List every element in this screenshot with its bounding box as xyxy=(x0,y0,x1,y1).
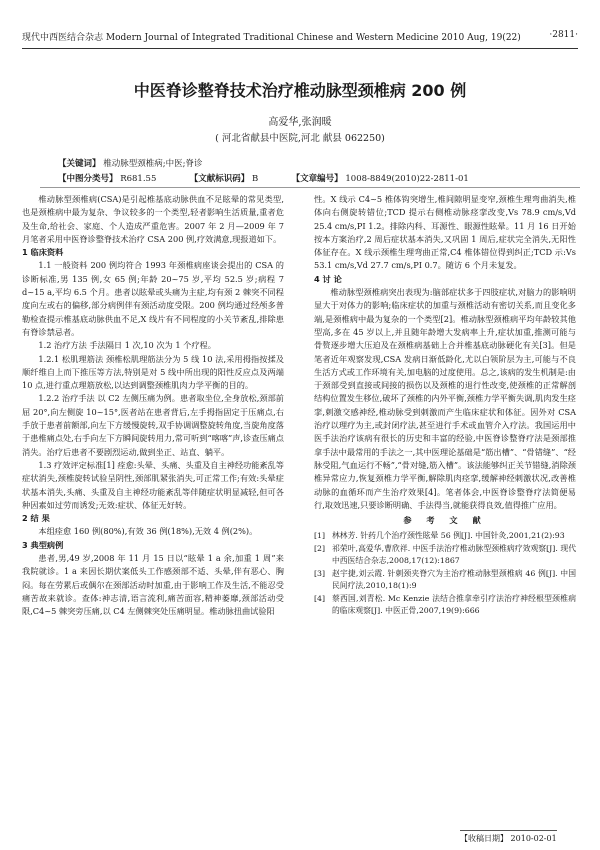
paragraph: 本组痊愈 160 例(80%),有效 36 例(18%),无效 4 例(2%)。 xyxy=(38,526,258,537)
section-heading: 3 典型病例 xyxy=(22,539,64,550)
clc-label: 【中图分类号】 xyxy=(58,174,118,184)
paragraph: 1.2.1 松肌理筋法 颈椎松肌理筋法分为 5 线 10 法,采用拇指按揉及顺纤维自上而下推压等方法,特别是对 5 线中所出现的阳性反应点及两端 10 点,进行重点理筋放松,以达到调整颈椎肌肉力学平衡的目的。 xyxy=(22,353,284,391)
keywords-line xyxy=(58,157,202,169)
section-heading: 1 临床资料 xyxy=(22,247,64,258)
received-date xyxy=(460,830,557,844)
journal-name: 现代中西医结合杂志 Modern Journal of Integrated Traditional Chinese and Western Medicine 2010 Aug, 19(22) xyxy=(22,33,521,43)
paragraph: 1.2 治疗方法 手法隔日 1 次,10 次为 1 个疗程。 xyxy=(38,340,216,351)
authors: 高爱华,张润暖 xyxy=(268,117,332,128)
right-column xyxy=(314,193,576,618)
doc-code-value: B xyxy=(252,174,259,184)
paragraph: 1.1 一般资料 200 例均符合 1993 年颈椎病座谈会提出的 CSA 的诊断标准,男 135 例,女 65 例;年龄 20~75 岁,平均 52.5 岁;病程 7 d~15 a,平均 6.5 个月。患者以眩晕或头痛为主症,均有颈 2 棘突不同程度向左或右的偏移,部分病例伴有颈活动度受限。200 例均通过经颅多普勒检查提示椎基底动脉供血不足,X 线片有不同程度的小关节紊乱,排除患有脊诊禁忌者。 xyxy=(22,260,284,337)
paragraph: 性。X 线示 C4~5 椎体钩突增生,椎间隙明显变窄,颈椎生理弯曲消失,椎体向右侧旋转错位;TCD 提示右侧椎动脉痉挛改变,Vs 78.9 cm/s,Vd 25.4 cm/s,PI 1.2。排除内科、耳源性、眼源性眩晕。11 月 16 日开始按本方案治疗,2 周后症状基本消失,又巩固 1 周后,症状完全消失,无阳性体征存在。X 线示颈椎生理弯曲正常,C4 椎体错位得到纠正;TCD 示:Vs 53.1 cm/s,Vd 27.7 cm/s,PI 0.7。随访 6 个月未复发。 xyxy=(314,194,576,271)
keywords-value: 椎动脉型颈椎病;中医;脊诊 xyxy=(103,159,203,169)
section-heading: 2 结 果 xyxy=(22,513,50,524)
article-id-label: 【文章编号】 xyxy=(291,174,343,184)
paragraph: 1.3 疗效评定标准[1] 痊愈:头晕、头痛、头重及自主神经功能紊乱等症状消失,颈椎旋转试验呈阴性,颈部肌紧张消失,可正常工作;有效:头晕症状基本消失,头痛、头重及自主神经功能紊乱等伴随症状明显减轻,但可各种因素如过劳而诱发;无效:症状、体征无好转。 xyxy=(22,459,284,510)
reference-item: [2] 祁荣叶,高爱华,曹欣祥. 中医手法治疗椎动脉型颈椎病疗效观察[J]. 现代中西医结合杂志,2008,17(12):1867 xyxy=(314,543,576,566)
paragraph: 1.2.2 治疗手法 以 C2 左侧压痛为例。患者取坐位,全身放松,颈部前屈 20°,向左侧旋 10~15°,医者站在患者背后,左手拇指固定于压痛点,右手放于患者前额部,向左下方缓慢旋转,双手协调调整旋转角度,当旋角度落于患椎痛点处,右手向左下方瞬间旋转用力,常可听到“喀喀”声,诊查压痛点消失。治疗后患者不要剧烈运动,做到坐正、站直、躺平。 xyxy=(22,393,284,457)
received-label: 【收稿日期】 xyxy=(460,834,508,843)
article-title: 中医脊诊整脊技术治疗椎动脉型颈椎病 200 例 xyxy=(133,81,467,100)
classification-line xyxy=(58,172,469,184)
header-rule xyxy=(22,48,578,49)
keywords-label: 【关键词】 xyxy=(58,159,101,169)
discussion-paragraph: 椎动脉型颈椎病突出表现为:脑部症状多于四肢症状,对脑力的影响明显大于对体力的影响;临床症状的加重与颈椎活动有密切关系,而且变化多端,是颈椎病中最为复杂的一个类型[2]。椎动脉型颈椎病平均年龄较其他型高,多在 45 岁以上,并且随年龄增大发病率上升,症状加重,推测可能与骨赘逐步增大压迫及在颈椎病基础上合并椎基底动脉硬化有关[3]。但是笔者近年观察发现,CSA 发病日渐低龄化,尤以白领阶层为主,可能与不良生活方式或工作环境有关,加电脑的过度使用。总之,该病的发生机制是:由于颈部受到直接或间接的损伤以及颈椎的退行性改变,使颈椎的正常解剖结构位置发生移位,破坏了颈椎的内外平衡,颈椎力学平衡失调,肌肉发生痉挛,刺激交感神经,椎动脉受到刺激而产生临床症状和体征。因外对 CSA 治疗以理疗为主,或封闭疗法,甚至进行手术或血管介入疗法。我国运用中医手法治疗该病有很长的历史和丰富的经验,中医脊诊整脊疗法是颈部推拿手法中最常用的手法之一,其中医理论基础是“筋出槽”、“骨错缝”、“经脉受阻,气血运行不畅”,“骨对缝,筋入槽”。该法能够纠正关节错缝,消除颈椎异常应力,恢复颈椎力学平衡,解除肌肉痉挛,缓解神经刺激状况,改善椎动脉的血循环而产生治疗效果[4]。笔者体会,中医脊诊整脊疗法简便易行,取效迅速,只要诊断明确、手法得当,就能获得良效,值得推广应用。 xyxy=(314,287,576,510)
clc-value: R681.55 xyxy=(120,174,157,184)
reference-item: [1] 林林芳. 针药几个治疗颈性眩晕 56 例[J]. 中国针灸,2001,21(2):93 xyxy=(314,531,565,541)
article-id-value: 1008-8849(2010)22-2811-01 xyxy=(345,174,469,184)
intro-paragraph: 椎动脉型颈椎病(CSA)是引起椎基底动脉供血不足眩晕的常见类型,也是颈椎病中最为复杂、争议较多的一个类型,轻者影响生活质量,重者危及生命,给社会、家庭、个人造成严重危害。2007 年 2 月—2009 年 7 月笔者采用中医脊诊整脊技术治疗 CSA 200 例,疗效满意,现报道如下。 xyxy=(22,194,284,244)
page-number: ·2811· xyxy=(549,30,578,40)
reference-item: [4] 蔡西国,刘青松. Mc Kenzie 法结合推拿牵引疗法治疗神经根型颈椎病的临床观察[J]. 中医正骨,2007,19(9):666 xyxy=(314,593,576,616)
paragraph: 患者,男,49 岁,2008 年 11 月 15 日以“眩晕 1 a 余,加重 1 周”来我院就诊。1 a 来因长期伏案低头工作感颈部不适、头晕,伴有恶心、胸闷。每在劳累后或偶尔在颈部活动时加重,由于影响工作及生活,不能忍受痛苦故来就诊。查体:神志清,语言流利,痛苦面容,精神萎靡,颈部活动受限,C4~5 棘突旁压痛,以 C4 左侧棘突处压痛明显。椎动脉扭曲试验阳 xyxy=(22,553,284,617)
affiliation: ( 河北省献县中医院,河北 献县 062250) xyxy=(215,133,385,144)
meta-rule xyxy=(40,187,580,188)
received-value: 2010-02-01 xyxy=(510,834,557,843)
reference-item: [3] 赵宇捷,刘云霞. 针刺颈夹脊穴为主治疗椎动脉型颈椎病 46 例[J]. 中国民间疗法,2010,18(1):9 xyxy=(314,568,576,591)
references-heading: 参 考 文 献 xyxy=(403,515,487,526)
left-column xyxy=(22,193,284,619)
running-header xyxy=(22,30,578,46)
doc-code-label: 【文献标识码】 xyxy=(189,174,250,184)
section-heading: 4 讨 论 xyxy=(314,273,342,284)
